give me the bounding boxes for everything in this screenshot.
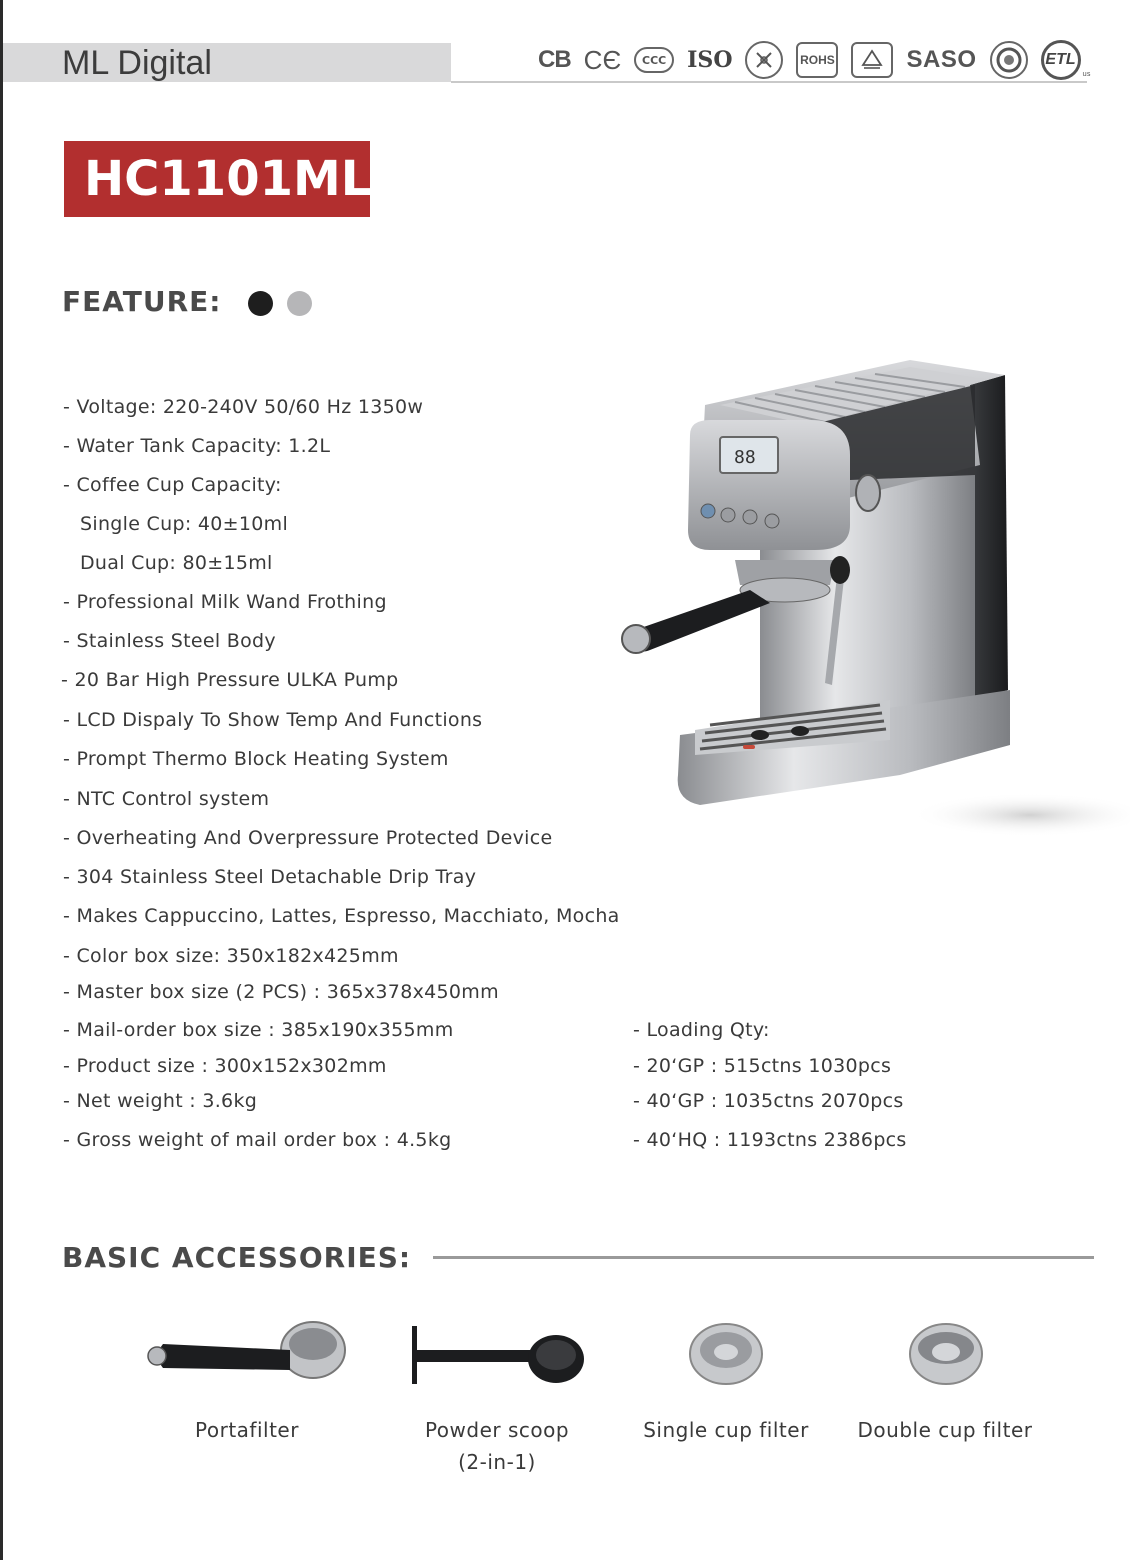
page-edge <box>0 0 3 1560</box>
spec-line: Dual Cup: 80±15ml <box>80 552 273 574</box>
saso-logo: SASO <box>906 46 977 73</box>
spec-line: - Makes Cappuccino, Lattes, Espresso, Macchiato, Mocha <box>63 905 620 927</box>
single-cup-filter-image <box>688 1322 764 1388</box>
spec-line: - Coffee Cup Capacity: <box>63 474 282 496</box>
etl-logo: ETL us <box>1041 40 1081 80</box>
spec-line: - Overheating And Overpressure Protected Device <box>63 827 553 849</box>
spec-line: - Prompt Thermo Block Heating System <box>63 748 449 770</box>
ce-logo: CЄ <box>583 44 622 75</box>
bsci-logo <box>990 41 1028 79</box>
spec-line: - Master box size (2 PCS) : 365x378x450mm <box>63 981 499 1003</box>
accessory-label-single-cup-filter: Single cup filter <box>643 1418 809 1442</box>
espresso-machine-image <box>610 345 1130 865</box>
rohs-logo: ROHS <box>796 42 838 78</box>
iso-logo: ISO <box>687 47 733 73</box>
header-rule <box>451 81 1087 83</box>
spec-line: - Net weight : 3.6kg <box>63 1090 258 1112</box>
certification-logos <box>538 40 1091 80</box>
lcd-readout: 88 <box>734 447 756 468</box>
lfgb-logo <box>745 41 783 79</box>
spec-line: - Gross weight of mail order box : 4.5kg <box>63 1129 452 1151</box>
spec-line: - Mail-order box size : 385x190x355mm <box>63 1019 454 1041</box>
spec-line: - Professional Milk Wand Frothing <box>63 591 387 613</box>
model-badge: HC1101ML <box>64 141 370 217</box>
spec-line: - Voltage: 220-240V 50/60 Hz 1350w <box>63 396 424 418</box>
loading-line: - Loading Qty: <box>633 1019 770 1041</box>
spec-line: - 304 Stainless Steel Detachable Drip Tray <box>63 866 477 888</box>
double-cup-filter-image <box>908 1322 984 1388</box>
loading-line: - 40‘GP : 1035ctns 2070pcs <box>633 1090 904 1112</box>
accessory-label-powder-scoop: Powder scoop <box>424 1418 570 1442</box>
spec-line: - Color box size: 350x182x425mm <box>63 945 399 967</box>
brand-title: ML Digital <box>62 44 212 82</box>
accessories-heading: BASIC ACCESSORIES: <box>62 1241 412 1274</box>
spec-line: - LCD Dispaly To Show Temp And Functions <box>63 709 483 731</box>
spec-line: - Water Tank Capacity: 1.2L <box>63 435 331 457</box>
tuv-logo <box>851 42 893 78</box>
feature-heading: FEATURE: <box>62 285 222 318</box>
spec-line: - 20 Bar High Pressure ULKA Pump <box>61 669 399 691</box>
spec-line: Single Cup: 40±10ml <box>80 513 289 535</box>
portafilter-image <box>145 1320 350 1390</box>
spec-line: - NTC Control system <box>63 788 270 810</box>
spec-line: - Product size : 300x152x302mm <box>63 1055 387 1077</box>
color-swatch-silver <box>287 291 312 316</box>
accessories-rule <box>433 1256 1094 1259</box>
powder-scoop-image <box>408 1322 588 1388</box>
cb-logo: CB <box>538 46 571 73</box>
ccc-logo: CCC <box>634 47 674 73</box>
spec-line: - Stainless Steel Body <box>63 630 276 652</box>
accessory-label-portafilter: Portafilter <box>195 1418 299 1442</box>
accessory-label-powder-scoop-sub: (2-in-1) <box>458 1450 536 1474</box>
accessory-label-double-cup-filter: Double cup filter <box>857 1418 1033 1442</box>
loading-line: - 20‘GP : 515ctns 1030pcs <box>633 1055 892 1077</box>
color-swatch-black <box>248 291 273 316</box>
loading-line: - 40‘HQ : 1193ctns 2386pcs <box>633 1129 907 1151</box>
